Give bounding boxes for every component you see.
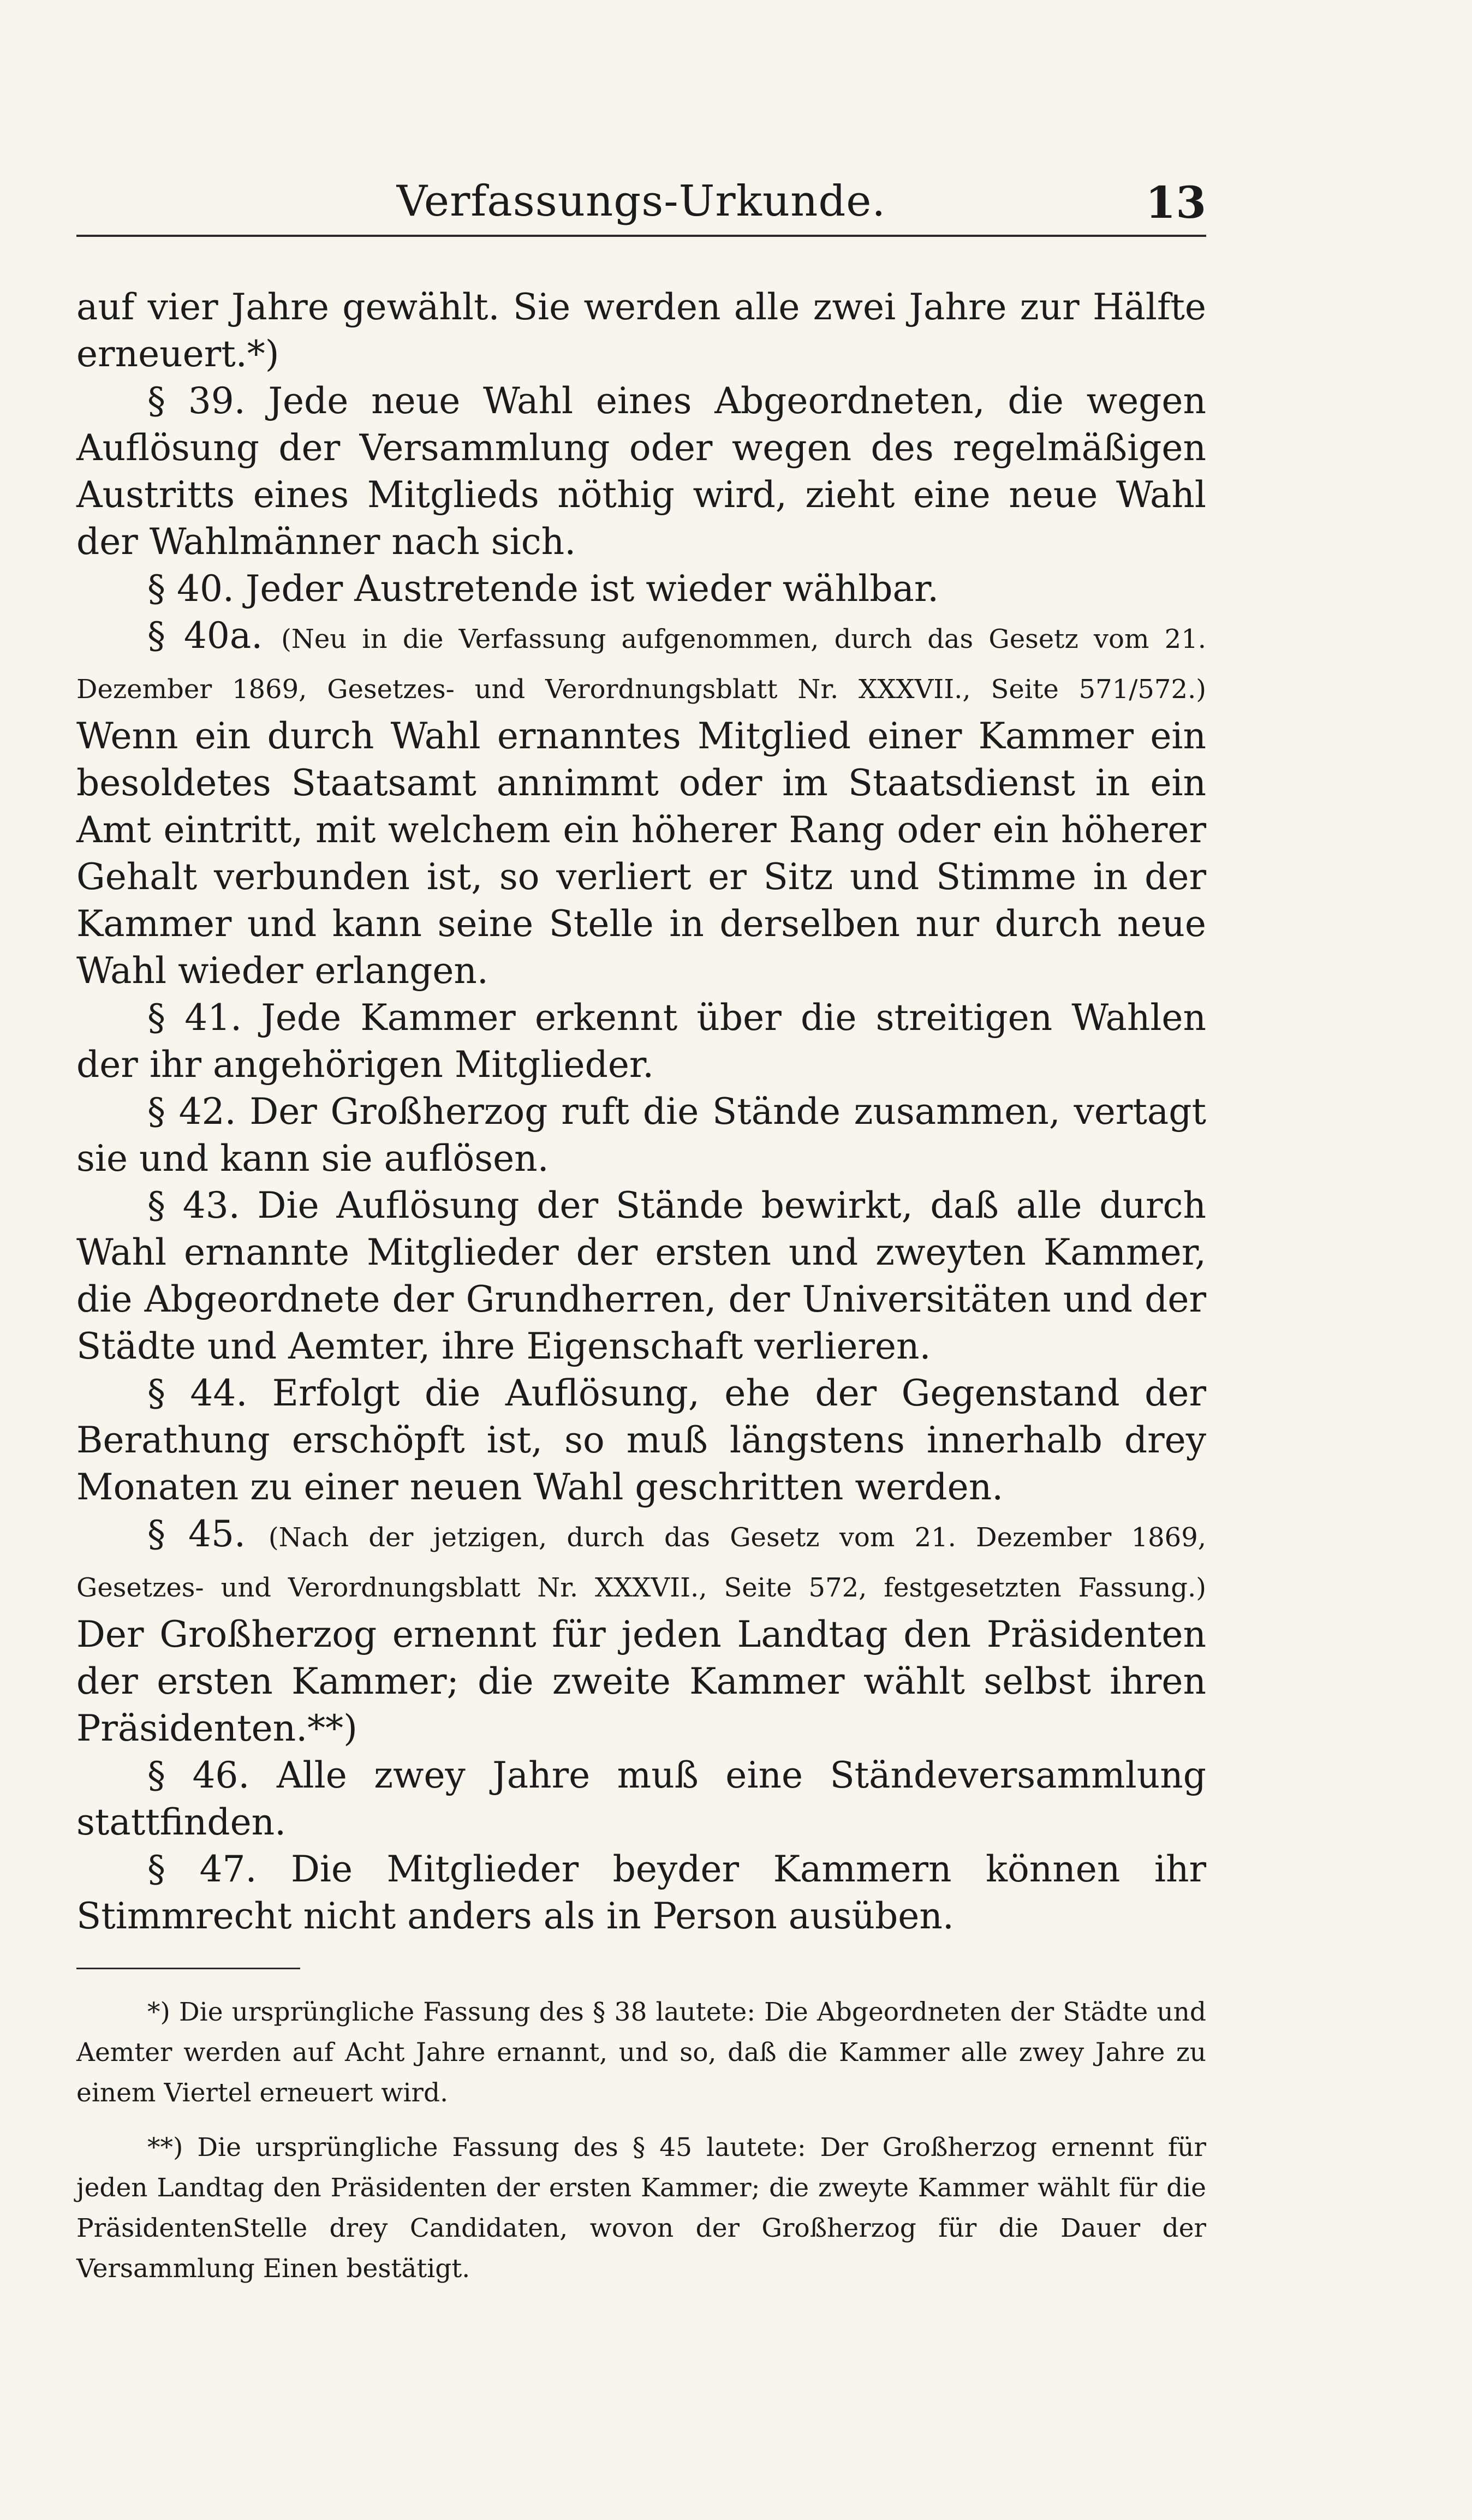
paragraph-section-40a xyxy=(76,612,1206,994)
amendment-note: (Neu in die Verfassung aufgenommen, durch das Gesetz vom 21. Dezember 1869, Gesetzes- und Verordnungsblatt Nr. XXXVII., Seite 571/572.) xyxy=(76,624,1206,705)
footnote-1: *) Die ursprüngliche Fassung des § 38 lautete: Die Abgeordneten der Städte und Aemter werden auf Acht Jahre ernannt, und so, daß die Kammer alle zwey Jahre zu einem Viertel erneuert wird. xyxy=(76,1997,1206,2108)
paragraph-section-44: § 44. Erfolgt die Auflösung, ehe der Gegenstand der Berathung erschöpft ist, so muß längstens innerhalb drey Monaten zu einer neuen Wahl geschritten werden. xyxy=(76,1372,1206,1508)
amendment-note: (Nach der jetzigen, durch das Gesetz vom 21. Dezember 1869, Gesetzes- und Verordnungsblatt Nr. XXXVII., Seite 572, festgesetzten Fassung.) xyxy=(76,1522,1207,1603)
section-label: § 40a. xyxy=(147,615,263,657)
main-text xyxy=(76,284,1206,1940)
paragraph-section-46: § 46. Alle zwey Jahre muß eine Ständeversammlung stattfinden. xyxy=(76,1754,1206,1843)
section-text: Wenn ein durch Wahl ernanntes Mitglied einer Kammer ein besoldetes Staatsamt annimmt oder im Staatsdienst in ein Amt eintritt, mit welchem ein höherer Rang oder ein höherer Gehalt verbunden ist, so verliert er Sitz und Stimme in der Kammer und kann seine Stelle in derselben nur durch neue Wahl wieder erlangen. xyxy=(76,715,1206,992)
paragraph-continuation: auf vier Jahre gewählt. Sie werden alle zwei Jahre zur Hälfte erneuert.*) xyxy=(76,286,1206,375)
paragraph-section-47: § 47. Die Mitglieder beyder Kammern können ihr Stimmrecht nicht anders als in Person ausüben. xyxy=(76,1848,1206,1937)
paragraph-section-40: § 40. Jeder Austretende ist wieder wählbar. xyxy=(147,568,939,610)
footnote-divider xyxy=(76,1968,300,1969)
paragraph-section-41: § 41. Jede Kammer erkennt über die streitigen Wahlen der ihr angehörigen Mitglieder. xyxy=(76,997,1206,1086)
paragraph-section-43: § 43. Die Auflösung der Stände bewirkt, daß alle durch Wahl ernannte Mitglieder der ersten und zweyten Kammer, die Abgeordnete der Grundherren, der Universitäten und der Städte und Aemter, ihre Eigenschaft verlieren. xyxy=(76,1184,1206,1367)
header-title: Verfassungs-Urkunde. xyxy=(396,177,886,226)
paragraph-section-42: § 42. Der Großherzog ruft die Stände zusammen, vertagt sie und kann sie auflösen. xyxy=(76,1091,1206,1179)
section-label: § 45. xyxy=(147,1513,246,1555)
running-header xyxy=(76,164,1206,237)
page-number: 13 xyxy=(1145,177,1206,228)
footnote-2: **) Die ursprüngliche Fassung des § 45 lautete: Der Großherzog ernennt für jeden Landtag den Präsidenten der ersten Kammer; die zweyte Kammer wählt für die PräsidentenStelle drey Candidaten, wovon der Großherzog für die Dauer der Versammlung Einen bestätigt. xyxy=(76,2132,1206,2284)
paragraph-section-39: § 39. Jede neue Wahl eines Abgeordneten, die wegen Auflösung der Versammlung oder wegen des regelmäßigen Austritts eines Mitglieds nöthig wird, zieht eine neue Wahl der Wahlmänner nach sich. xyxy=(76,380,1206,563)
section-text: Der Großherzog ernennt für jeden Landtag den Präsidenten der ersten Kammer; die zweite Kammer wählt selbst ihren Präsidenten.**) xyxy=(76,1613,1206,1749)
footnotes xyxy=(76,1992,1206,2303)
paragraph-section-45 xyxy=(76,1511,1206,1752)
